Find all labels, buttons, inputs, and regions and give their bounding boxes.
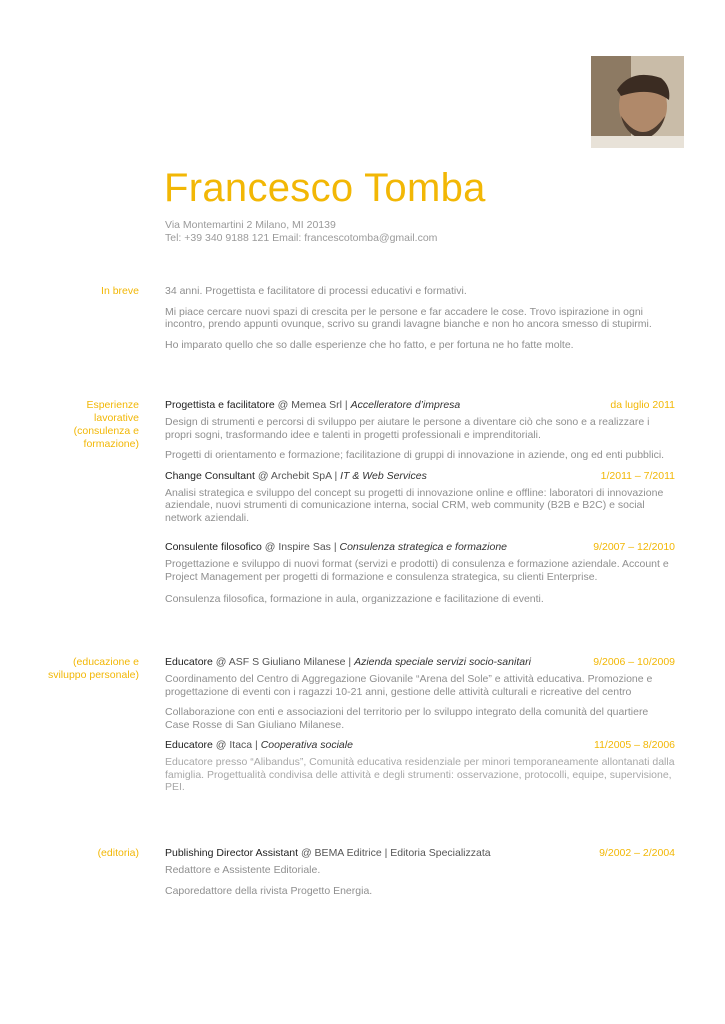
brief-paragraph: Ho imparato quello che so dalle esperienze che ho fatto, e per fortuna ne ho fatte molte. [165, 338, 574, 351]
job-org: @ BEMA Editrice | Editoria Specializzata [298, 847, 491, 859]
job-description: Caporedattore della rivista Progetto Energia. [165, 884, 373, 897]
job-heading [165, 470, 675, 484]
education-section [165, 656, 675, 802]
contact-info [165, 219, 437, 245]
brief-paragraph: 34 anni. Progettista e facilitatore di processi educativi e formativi. [165, 285, 467, 297]
section-label-work: Esperienze lavorative (consulenza e formazione) [73, 399, 139, 450]
brief-paragraph: Mi piace cercare nuovi spazi di crescita per le persone e far accadere le cose. Trovo ispirazione in ogni incontro, prendo appunti ovunque, scrivo su grandi lavagne bianche e non ho ancora smesso di stupirmi. [165, 305, 652, 330]
job-description: Redattore e Assistente Editoriale. [165, 864, 321, 876]
job-date: 1/2011 – 7/2011 [600, 469, 675, 482]
profile-photo [591, 56, 684, 148]
job-title: Change Consultant [165, 469, 255, 482]
job-date: 9/2006 – 10/2009 [593, 656, 675, 668]
section-label-education: (educazione e sviluppo personale) [47, 656, 139, 681]
job-date: da luglio 2011 [610, 399, 675, 411]
job-category: Cooperativa sociale [260, 739, 353, 751]
job-title: Progettista e facilitatore [165, 399, 275, 411]
portrait-image [591, 56, 684, 148]
job-org: @ Inspire Sas | [261, 541, 340, 553]
address-line: Via Montemartini 2 Milano, MI 20139 [165, 219, 336, 231]
job-title: Consulente filosofico [165, 541, 262, 553]
job-category: Azienda speciale servizi socio-sanitari [354, 656, 531, 668]
job-heading [165, 847, 675, 861]
brief-section [165, 285, 675, 359]
job-title: Educatore [165, 739, 213, 751]
job-title: Educatore [165, 656, 213, 668]
job-heading [165, 541, 675, 555]
job-category: Consulenza strategica e formazione [339, 541, 507, 553]
job-description: Coordinamento del Centro di Aggregazione Giovanile “Arena del Sole” e attività educativa. Promozione e progettazione di eventi con i ragazzi 10-21 anni, gestione delle attività culturali e ricreative del centro [165, 673, 653, 698]
person-name: Francesco Tomba [164, 166, 486, 210]
work-section [165, 399, 675, 614]
job-title: Publishing Director Assistant [165, 847, 299, 859]
phone-email-line: Tel: +39 340 9188 121 Email: francescotomba@gmail.com [165, 232, 438, 244]
job-date: 9/2007 – 12/2010 [593, 541, 675, 553]
job-description: Design di strumenti e percorsi di sviluppo per aiutare le persone a diventare ciò che sono e a realizzare i propri sogni, trasformando idee e talenti in progetti professionali e imprenditoriali. [165, 416, 650, 441]
job-heading [165, 739, 675, 753]
job-category: Accelleratore d’impresa [350, 399, 461, 411]
job-description: Progettazione e sviluppo di nuovi format (servizi e prodotti) di consulenza e formazione aziendale. Account e Project Management per progetti di formazione e consulenza strategica, su clienti Enterprise. [165, 558, 669, 583]
section-label-brief: In breve [101, 285, 139, 297]
job-description: Consulenza filosofica, formazione in aula, organizzazione e facilitazione di eventi. [165, 593, 544, 605]
job-description: Progetti di orientamento e formazione; facilitazione di gruppi di innovazione in aziende, ong ed enti pubblici. [165, 449, 665, 461]
job-description: Collaborazione con enti e associazioni del territorio per lo sviluppo integrato della comunità del quartiere Case Rosse di San Giuliano Milanese. [165, 706, 649, 731]
publishing-section [165, 847, 675, 905]
job-org: @ ASF S Giuliano Milanese | [212, 656, 355, 668]
job-org: @ Itaca | [212, 739, 261, 751]
job-description: Analisi strategica e sviluppo del concept su progetti di innovazione online e offline: laboratori di innovazione aziendale, nuovi strumenti di comunicazione interna, social CRM, web community (B2B e B2C) e social network aziendali. [165, 486, 664, 524]
job-description: Educatore presso “Alibandus”, Comunità educativa residenziale per minori temporaneamente allontanati dalla famiglia. Progettualità condivisa delle attività e degli strumenti: osservazione, protocolli, equipe, supervisione, PEI. [165, 756, 675, 793]
job-heading [165, 399, 675, 413]
job-org: @ Memea Srl | [274, 399, 351, 411]
job-heading [165, 656, 675, 670]
section-label-publishing: (editoria) [97, 847, 139, 859]
job-date: 11/2005 – 8/2006 [594, 739, 675, 751]
job-date: 9/2002 – 2/2004 [599, 847, 675, 859]
job-category: IT & Web Services [340, 469, 427, 482]
job-org: @ Archebit SpA | [254, 469, 341, 482]
